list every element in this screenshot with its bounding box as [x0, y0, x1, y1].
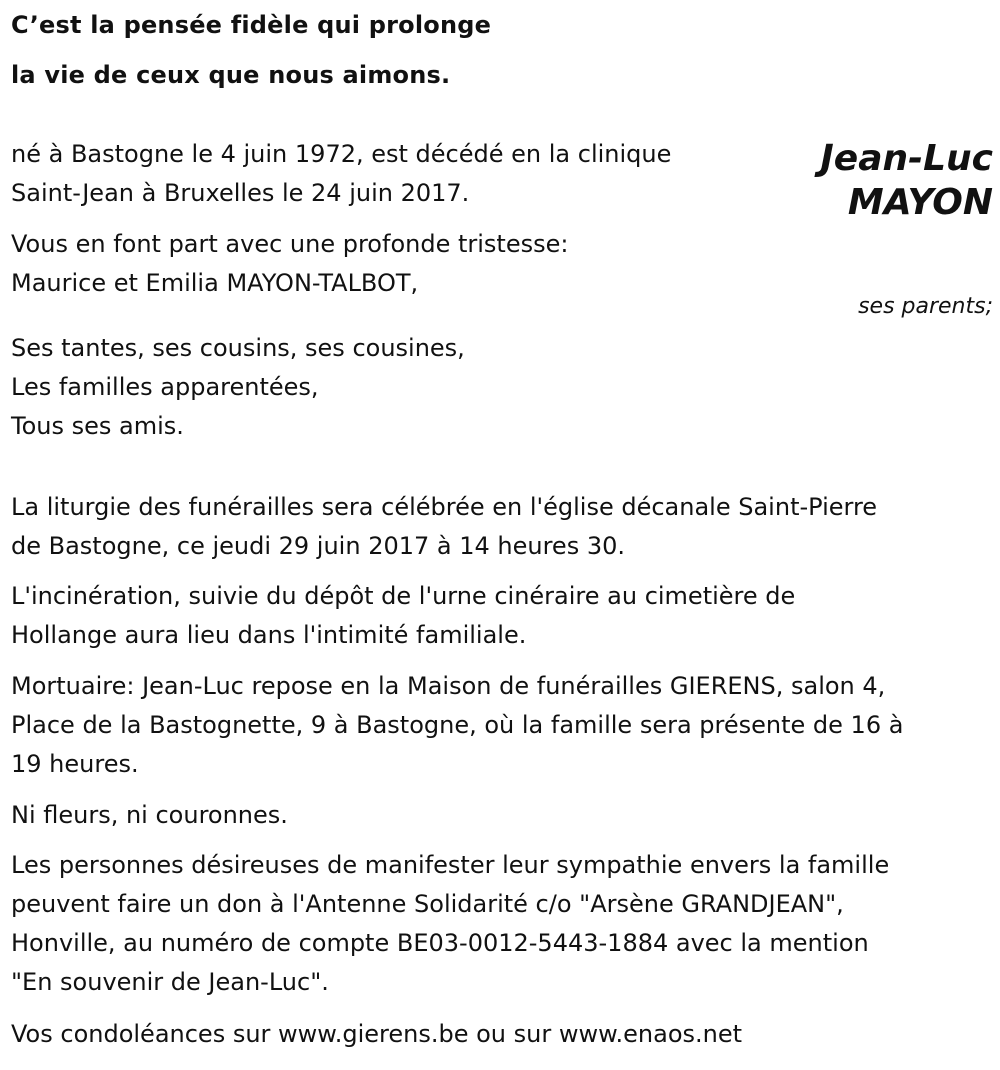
incineration-paragraph — [11, 577, 993, 655]
birth-death-paragraph — [11, 135, 993, 213]
announcement-paragraph — [11, 225, 993, 303]
mortuary-paragraph — [11, 667, 993, 784]
family-line-1: Ses tantes, ses cousins, ses cousines, — [11, 334, 465, 362]
donation-line-1: Les personnes désireuses de manifester leur sympathie envers la famille — [11, 851, 890, 879]
mortuary-line-2: Place de la Bastognette, 9 à Bastogne, où la famille sera présente de 16 à — [11, 711, 904, 739]
funeral-paragraph — [11, 488, 993, 566]
deceased-first-name: Jean-Luc — [820, 138, 993, 179]
birth-death-line-2: Saint-Jean à Bruxelles le 24 juin 2017. — [11, 179, 470, 207]
parents-relation: ses parents; — [858, 294, 993, 319]
funeral-line-2: de Bastogne, ce jeudi 29 juin 2017 à 14 heures 30. — [11, 532, 625, 560]
donation-line-3: Honville, au numéro de compte BE03-0012-5443-1884 avec la mention — [11, 929, 869, 957]
family-line-2: Les familles apparentées, — [11, 373, 319, 401]
condolences-paragraph — [11, 1015, 993, 1054]
announcement-line-1: Vous en font part avec une profonde tristesse: — [11, 230, 569, 258]
donation-line-4: "En souvenir de Jean-Luc". — [11, 968, 329, 996]
mortuary-line-3: 19 heures. — [11, 750, 139, 778]
epigraph-line-1: C’est la pensée fidèle qui prolonge — [11, 11, 492, 39]
donation-line-2: peuvent faire un don à l'Antenne Solidarité c/o "Arsène GRANDJEAN", — [11, 890, 844, 918]
family-line-3: Tous ses amis. — [11, 412, 184, 440]
epigraph-line-2: la vie de ceux que nous aimons. — [11, 61, 451, 89]
birth-death-line-1: né à Bastogne le 4 juin 1972, est décédé en la clinique — [11, 140, 672, 168]
announcement-line-2: Maurice et Emilia MAYON-TALBOT, — [11, 269, 419, 297]
flowers-paragraph — [11, 796, 993, 835]
incineration-line-1: L'incinération, suivie du dépôt de l'urne cinéraire au cimetière de — [11, 582, 796, 610]
mortuary-line-1: Mortuaire: Jean-Luc repose en la Maison de funérailles GIERENS, salon 4, — [11, 672, 886, 700]
family-paragraph — [11, 329, 993, 446]
funeral-line-1: La liturgie des funérailles sera célébrée en l'église décanale Saint-Pierre — [11, 493, 878, 521]
condolences-line-1: Vos condoléances sur www.gierens.be ou sur www.enaos.net — [11, 1020, 743, 1048]
flowers-line-1: Ni fleurs, ni couronnes. — [11, 801, 288, 829]
incineration-line-2: Hollange aura lieu dans l'intimité familiale. — [11, 621, 527, 649]
donation-paragraph — [11, 846, 993, 1002]
deceased-last-name: MAYON — [847, 182, 993, 223]
